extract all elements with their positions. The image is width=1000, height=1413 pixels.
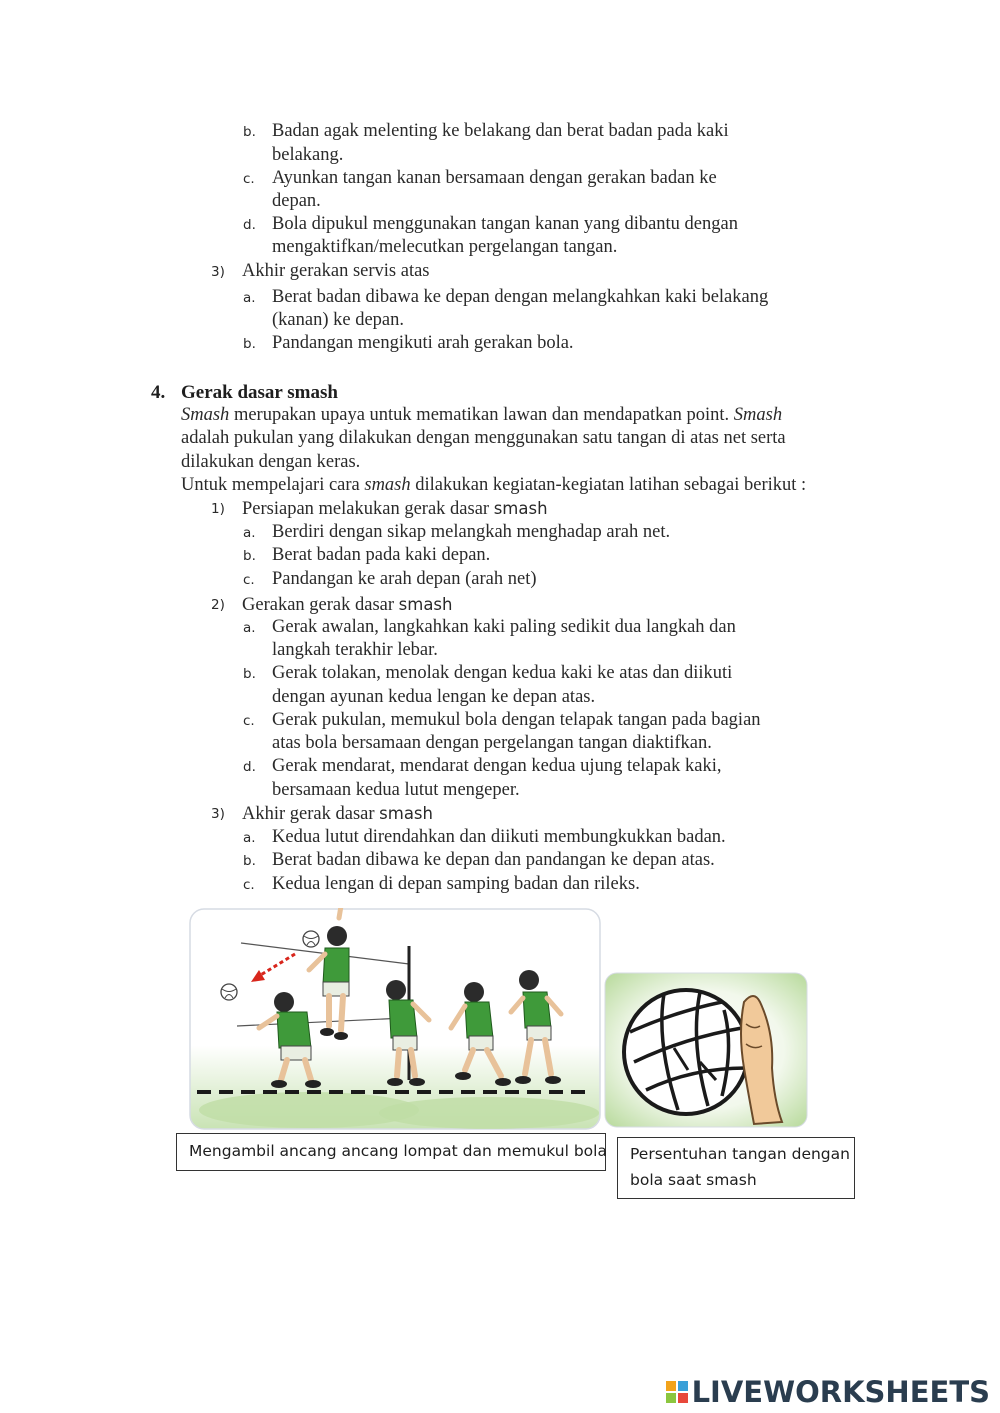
- liveworksheets-logo: [666, 1374, 990, 1410]
- paragraph-line: [181, 404, 782, 427]
- list-item-text: Bola dipukul menggunakan tangan kanan yang dibantu dengan: [272, 214, 738, 234]
- list-marker: a.: [243, 620, 256, 636]
- section-number: 4.: [151, 382, 166, 403]
- list-item-text: dengan ayunan kedua lengan ke depan atas.: [272, 687, 596, 707]
- brand-name: LIVEWORKSHEETS: [691, 1375, 990, 1409]
- list-item-text: Berdiri dengan sikap melangkah menghadap arah net.: [272, 522, 671, 542]
- list-marker: b.: [243, 124, 256, 140]
- list-item-text: Pandangan ke arah depan (arah net): [272, 569, 537, 589]
- list-marker: a.: [243, 525, 256, 541]
- list-marker: b.: [243, 548, 256, 564]
- caption-text: Mengambil ancang ancang lompat dan memukul bola: [189, 1142, 607, 1160]
- list-marker: b.: [243, 336, 256, 352]
- smash-sequence-figure: [189, 908, 601, 1130]
- step-number: 2): [211, 597, 225, 613]
- paragraph-line: adalah pukulan yang dilakukan dengan menggunakan satu tangan di atas net serta: [181, 428, 786, 448]
- hand-ball-figure: [604, 972, 808, 1128]
- step-label: Akhir gerakan servis atas: [242, 261, 430, 281]
- caption-box-left: [176, 1133, 606, 1171]
- step-number: 1): [211, 501, 225, 517]
- step-label-term: smash: [379, 804, 433, 823]
- list-marker: c.: [243, 171, 255, 187]
- step-label-term: smash: [398, 595, 453, 614]
- list-item-text: Kedua lengan di depan samping badan dan rileks.: [272, 874, 640, 894]
- step-number: 3): [211, 264, 225, 280]
- volleyball-icon: [221, 984, 237, 1000]
- list-marker: c.: [243, 572, 255, 588]
- list-item-text: bersamaan kedua lutut mengeper.: [272, 780, 520, 800]
- list-marker: c.: [243, 877, 255, 893]
- paragraph-line: dilakukan dengan keras.: [181, 452, 361, 472]
- list-marker: d.: [243, 217, 256, 233]
- list-item-text: Berat badan pada kaki depan.: [272, 545, 491, 565]
- list-marker: a.: [243, 830, 256, 846]
- list-item-text: langkah terakhir lebar.: [272, 640, 438, 660]
- list-item-text: Gerak tolakan, menolak dengan kedua kaki ke atas dan diikuti: [272, 663, 733, 683]
- step-number: 3): [211, 806, 225, 822]
- liveworksheets-logo-icon: [666, 1381, 688, 1403]
- caption-text: Persentuhan tangan dengan: [630, 1145, 850, 1163]
- step-label-text: Persiapan melakukan gerak dasar: [242, 499, 494, 519]
- step-label: [242, 593, 453, 617]
- step-label-text: Gerakan gerak dasar: [242, 595, 399, 615]
- paragraph-text: merupakan upaya untuk mematikan lawan dan mendapatkan point.: [229, 405, 734, 425]
- list-item-text: mengaktifkan/melecutkan pergelangan tangan.: [272, 237, 618, 257]
- list-item-text: Gerak pukulan, memukul bola dengan telapak tangan pada bagian: [272, 710, 761, 730]
- list-marker: a.: [243, 290, 256, 306]
- intro-line: [181, 474, 806, 497]
- list-item-text: Gerak mendarat, mendarat dengan kedua ujung telapak kaki,: [272, 756, 722, 776]
- list-item-text: Berat badan dibawa ke depan dengan melangkahkan kaki belakang: [272, 287, 769, 307]
- em-term: smash: [364, 475, 411, 495]
- smash-sequence-illustration: [189, 908, 601, 1130]
- list-item-text: Badan agak melenting ke belakang dan berat badan pada kaki: [272, 121, 729, 141]
- step-label-term: smash: [493, 499, 548, 518]
- list-item-text: depan.: [272, 191, 321, 211]
- grass: [379, 1097, 599, 1129]
- intro-text: Untuk mempelajari cara: [181, 475, 365, 495]
- list-item-text: Kedua lutut direndahkan dan diikuti membungkukkan badan.: [272, 827, 726, 847]
- volleyball-icon: [624, 990, 748, 1114]
- hand-ball-illustration: [604, 972, 808, 1128]
- list-marker: b.: [243, 853, 256, 869]
- list-item-text: Pandangan mengikuti arah gerakan bola.: [272, 333, 574, 353]
- volleyball-icon: [303, 931, 319, 947]
- section-title: Gerak dasar smash: [181, 382, 338, 403]
- step-label: [242, 802, 433, 826]
- intro-text: dilakukan kegiatan-kegiatan latihan sebagai berikut :: [410, 475, 807, 495]
- list-item-text: (kanan) ke depan.: [272, 310, 405, 330]
- em-term: Smash: [181, 405, 230, 425]
- caption-text: bola saat smash: [630, 1171, 757, 1189]
- list-item-text: belakang.: [272, 145, 344, 165]
- step-label-text: Akhir gerak dasar: [242, 804, 380, 824]
- list-item-text: atas bola bersamaan dengan pergelangan tangan diaktifkan.: [272, 733, 712, 753]
- list-item-text: Ayunkan tangan kanan bersamaan dengan gerakan badan ke: [272, 168, 717, 188]
- list-marker: b.: [243, 666, 256, 682]
- list-item-text: Berat badan dibawa ke depan dan pandangan ke depan atas.: [272, 850, 715, 870]
- caption-box-right: [617, 1137, 855, 1199]
- list-item-text: Gerak awalan, langkahkan kaki paling sedikit dua langkah dan: [272, 617, 736, 637]
- list-marker: d.: [243, 759, 256, 775]
- list-marker: c.: [243, 713, 255, 729]
- em-term: Smash: [733, 405, 783, 425]
- step-label: [242, 497, 548, 521]
